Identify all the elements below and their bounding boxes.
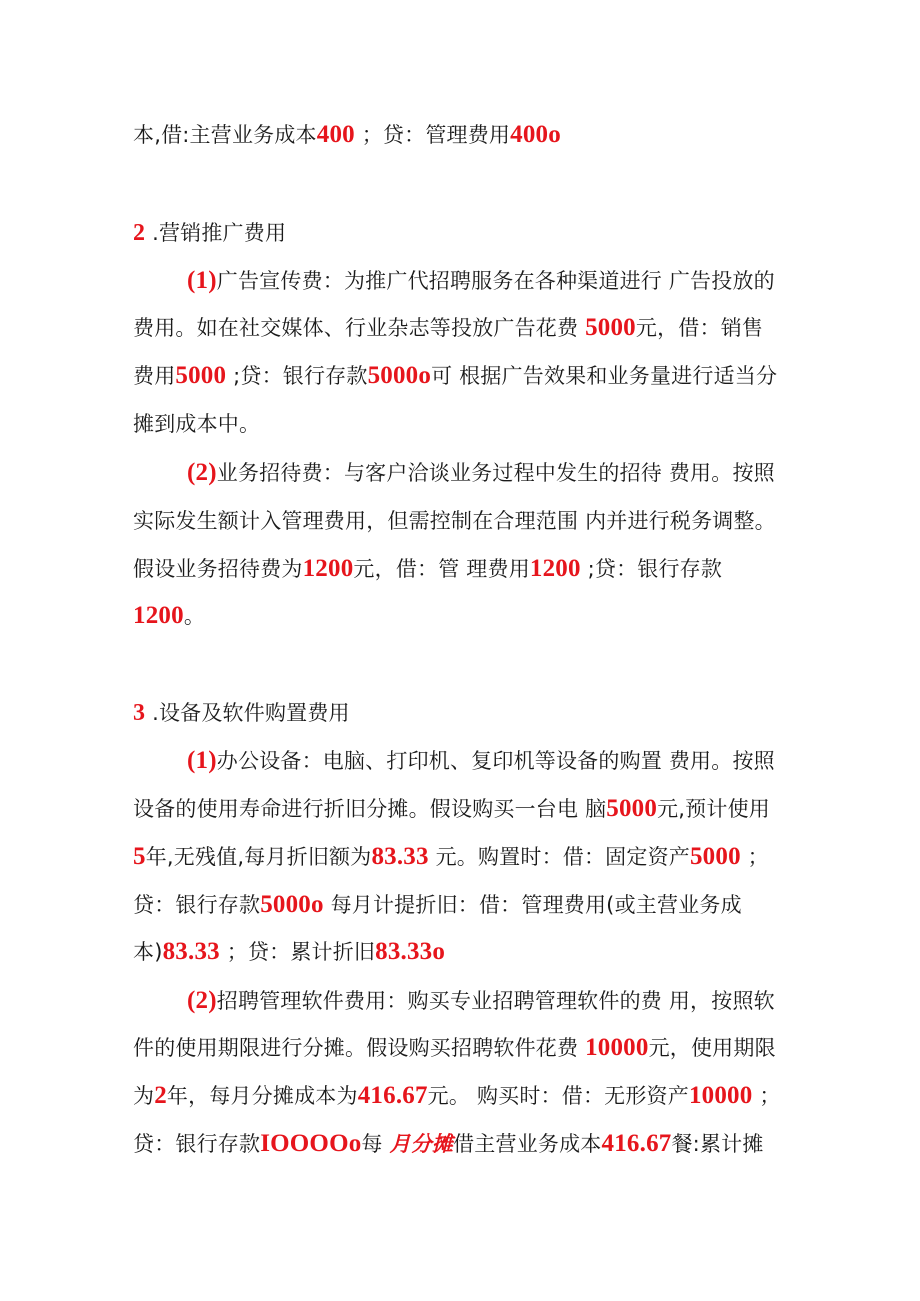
amount-value: 5 [133, 843, 146, 870]
amount-value: 5000 [175, 362, 227, 389]
paragraph-line [133, 1129, 764, 1159]
amount-value: (1) [187, 267, 217, 294]
amount-value: 416.67 [601, 1130, 672, 1157]
text-run: .营销推广费用 [145, 221, 287, 245]
text-run: 贷：银行存款 [133, 1132, 261, 1156]
amount-value: (1) [187, 747, 217, 774]
text-run: 年,无残值,每月折旧额为 [145, 845, 372, 869]
text-run: 件的使用期限进行分摊。假设购买招聘软件花费 [133, 1036, 586, 1060]
paragraph-line [133, 937, 445, 967]
amount-value: 5000 [585, 314, 636, 341]
text-run: 假设业务招待费为 [133, 557, 303, 581]
text-run: 元，使用期限 [648, 1036, 776, 1060]
text-run: 借主营业务成本 [453, 1132, 602, 1156]
amount-value: 83.33 [162, 938, 220, 965]
section-heading-2 [133, 218, 286, 248]
amount-value: 400 [316, 121, 355, 148]
text-run: .设备及软件购置费用 [145, 701, 350, 725]
text-run: 。 [183, 604, 206, 628]
text-run: ；贷：管理费用 [354, 123, 511, 147]
text-run: 业务招待费：与客户洽谈业务过程中发生的招待 费用。按照 [216, 461, 775, 485]
paragraph-line [133, 409, 260, 439]
text-run: ； [740, 845, 769, 869]
text-run: 每月计提折旧：借：管理费用(或主营业务成 [323, 893, 742, 917]
text-run: 元，借：管 理费用 [353, 557, 530, 581]
amount-value: 1200 [302, 555, 354, 582]
text-run: 费用 [133, 364, 176, 388]
paragraph-line [133, 361, 777, 391]
text-run: 每 [361, 1132, 390, 1156]
amount-value: 5000o [260, 891, 324, 918]
amount-value: 1200 [529, 555, 581, 582]
paragraph-line [133, 842, 769, 872]
text-run: 本) [133, 940, 163, 964]
text-run: 元,预计使用 [657, 797, 770, 821]
amount-value: 1200 [133, 602, 184, 629]
text-run: ;贷：银行存款 [580, 557, 723, 581]
section-number: 2 [133, 220, 146, 246]
amount-value: 5000 [689, 843, 741, 870]
amount-value: 5000 [606, 795, 658, 822]
amount-value: 10000 [688, 1082, 753, 1109]
paragraph-line [133, 506, 776, 536]
amount-value: 2 [154, 1082, 167, 1109]
paragraph-line [187, 458, 775, 488]
amount-value: IOOOOo [260, 1130, 362, 1157]
text-run: 可 根据广告效果和业务量进行适当分 [431, 364, 778, 388]
amount-value: 5000o [367, 362, 432, 389]
paragraph-line [133, 554, 722, 584]
paragraph-line [133, 794, 770, 824]
emphasis-text: 月分摊 [389, 1132, 454, 1156]
paragraph-line [187, 986, 775, 1016]
paragraph-line [133, 890, 742, 920]
text-run: 设备的使用寿命进行折旧分摊。假设购买一台电 脑 [133, 797, 607, 821]
paragraph-line [187, 746, 775, 776]
text-run: 元。购置时：借：固定资产 [428, 845, 690, 869]
text-run: 元，借：销售 [635, 316, 764, 340]
paragraph-line [133, 313, 763, 343]
text-run: 费用。如在社交媒体、行业杂志等投放广告花费 [133, 316, 586, 340]
text-run: 元。 购买时：借：无形资产 [427, 1084, 689, 1108]
text-run: ;贷：银行存款 [226, 364, 368, 388]
text-run: 实际发生额计入管理费用，但需控制在合理范围 内并进行税务调整。 [133, 509, 776, 533]
text-run: ； [752, 1084, 781, 1108]
amount-value: 83.33 [371, 843, 429, 870]
amount-value: 416.67 [357, 1082, 428, 1109]
amount-value: 400o [510, 121, 561, 148]
paragraph-line [187, 266, 775, 296]
text-run: 本,借:主营业务成本 [133, 123, 317, 147]
amount-value: 10000 [585, 1034, 649, 1061]
paragraph-line [133, 120, 561, 150]
amount-value: (2) [187, 987, 217, 1014]
paragraph-line [133, 601, 205, 631]
section-number: 3 [133, 700, 146, 726]
text-run: 年，每月分摊成本为 [166, 1084, 358, 1108]
text-run: 广告宣传费：为推广代招聘服务在各种渠道进行 广告投放的 [216, 269, 775, 293]
text-run: 为 [133, 1084, 155, 1108]
amount-value: 83.33o [375, 938, 446, 965]
text-run: ；贷：累计折旧 [219, 940, 376, 964]
text-run: 摊到成本中。 [133, 412, 261, 436]
text-run: 办公设备：电脑、打印机、复印机等设备的购置 费用。按照 [216, 749, 775, 773]
paragraph-line [133, 1081, 781, 1111]
text-run: 餐:累计摊 [671, 1132, 764, 1156]
text-run: 贷：银行存款 [133, 893, 261, 917]
text-run: 招聘管理软件费用：购买专业招聘管理软件的费 用，按照软 [216, 989, 775, 1013]
amount-value: (2) [187, 459, 217, 486]
paragraph-line [133, 1033, 776, 1063]
section-heading-3 [133, 698, 350, 728]
